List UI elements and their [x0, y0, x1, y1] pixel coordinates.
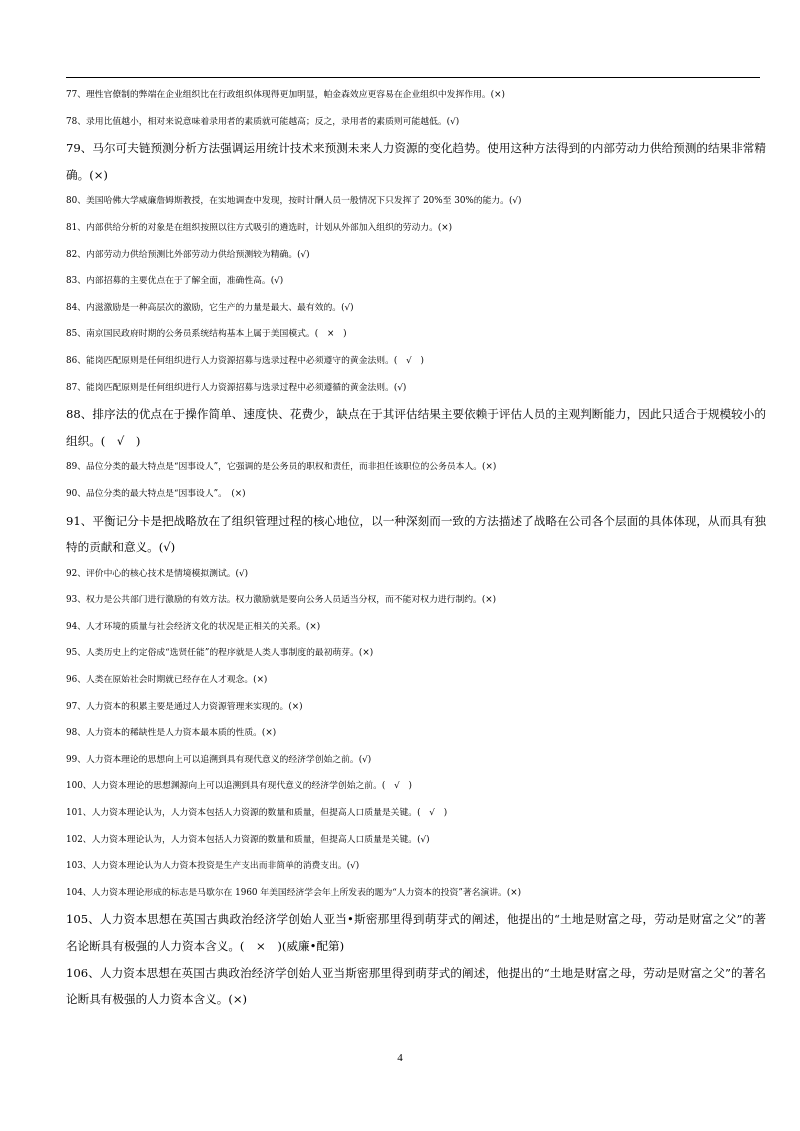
- question-106: 106、人力资本思想在英国古典政治经济学创始人亚当斯密那里得到萌芽式的阐述，他提出的“土地是财富之母，劳动是财富之父”的著名论断具有极强的人力资本含义。(×): [66, 965, 766, 1007]
- question-105: 105、人力资本思想在英国古典政治经济学创始人亚当•斯密那里得到萌芽式的阐述，他提出的“土地是财富之母，劳动是财富之父”的著名论断具有极强的人力资本含义。( × )(威廉•配第): [66, 912, 766, 953]
- question-80: 80、美国哈佛大学威廉詹姆斯教授，在实地调查中发现，按时计酬人员一般情况下只发挥了 20%至 30%的能力。(√): [66, 196, 522, 207]
- question-104: 104、人力资本理论形成的标志是马歇尔在 1960 年美国经济学会年上所发表的题为“人力资本的投资”著名演讲。(×): [66, 887, 522, 898]
- question-92: 92、评价中心的核心技术是情境模拟测试。(√): [66, 568, 249, 579]
- page-number: 4: [397, 1052, 403, 1064]
- question-82: 82、内部劳动力供给预测比外部劳动力供给预测较为精确。(√): [66, 249, 310, 260]
- question-86: 86、能岗匹配原则是任何组织进行人力资源招募与选录过程中必须遵守的黄金法则。( √ ): [66, 355, 424, 366]
- question-83: 83、内部招募的主要优点在于了解全面，准确性高。(√): [66, 276, 284, 287]
- question-87: 87、能岗匹配原则是任何组织进行人力资源招募与选录过程中必须遵循的黄金法则。(√): [66, 382, 407, 393]
- question-103: 103、人力资本理论认为人力资本投资是生产支出而非简单的消费支出。(√): [66, 861, 360, 872]
- question-90: 90、品位分类的最大特点是“因事设人”。 (×): [66, 488, 246, 499]
- question-81: 81、内部供给分析的对象是在组织按照以往方式吸引的遴选时，计划从外部加入组织的劳动力。(×): [66, 222, 453, 233]
- question-91: 91、平衡记分卡是把战略放在了组织管理过程的核心地位，以一种深刻而一致的方法描述了战略在公司各个层面的具体体现，从而具有独特的贡献和意义。(√): [66, 513, 766, 555]
- question-96: 96、人类在原始社会时期就已经存在人才观念。(×): [66, 675, 268, 686]
- question-95: 95、人类历史上约定俗成“选贤任能”的程序就是人类人事制度的最初萌芽。(×): [66, 648, 374, 659]
- question-89: 89、品位分类的最大特点是“因事设人”，它强调的是公务员的职权和责任，而非担任该职位的公务员本人。(×): [66, 462, 497, 473]
- question-78: 78、录用比值越小，相对来说意味着录用者的素质就可能越高；反之，录用者的素质则可能越低。(√): [66, 116, 460, 127]
- question-list: [66, 82, 766, 1013]
- question-85: 85、南京国民政府时期的公务员系统结构基本上属于美国模式。( × ): [66, 329, 347, 340]
- question-79: 79、马尔可夫链预测分析方法强调运用统计技术来预测未来人力资源的变化趋势。使用这种方法得到的内部劳动力供给预测的结果非常精确。(×): [66, 141, 766, 182]
- question-100: 100、人力资本理论的思想渊源向上可以追溯到具有现代意义的经济学创始之前。( √ ): [66, 781, 412, 792]
- header-rule: [66, 77, 760, 78]
- question-88: 88、排序法的优点在于操作简单、速度快、花费少，缺点在于其评估结果主要依赖于评估人员的主观判断能力，因此只适合于规模较小的组织。( √ ): [66, 407, 766, 448]
- question-84: 84、内滋激励是一种高层次的激励，它生产的力量是最大、最有效的。(√): [66, 302, 354, 313]
- question-93: 93、权力是公共部门进行激励的有效方法。权力激励就是要向公务人员适当分权，而不能对权力进行制约。(×): [66, 595, 497, 606]
- question-102: 102、人力资本理论认为，人力资本包括人力资源的数量和质量，但提高人口质量是关键。(√): [66, 834, 430, 845]
- question-99: 99、人力资本理论的思想向上可以追溯到具有现代意义的经济学创始之前。(√): [66, 754, 372, 765]
- question-98: 98、人力资本的稀缺性是人力资本最本质的性质。(×): [66, 728, 277, 739]
- question-97: 97、人力资本的积累主要是通过人力资源管理来实现的。(×): [66, 701, 303, 712]
- question-101: 101、人力资本理论认为，人力资本包括人力资源的数量和质量，但提高人口质量是关键。( √ ): [66, 808, 448, 819]
- question-94: 94、人才环境的质量与社会经济文化的状况是正相关的关系。(×): [66, 621, 321, 632]
- question-77: 77、理性官僚制的弊端在企业组织比在行政组织体现得更加明显，帕金森效应更容易在企业组织中发挥作用。(×): [66, 90, 505, 100]
